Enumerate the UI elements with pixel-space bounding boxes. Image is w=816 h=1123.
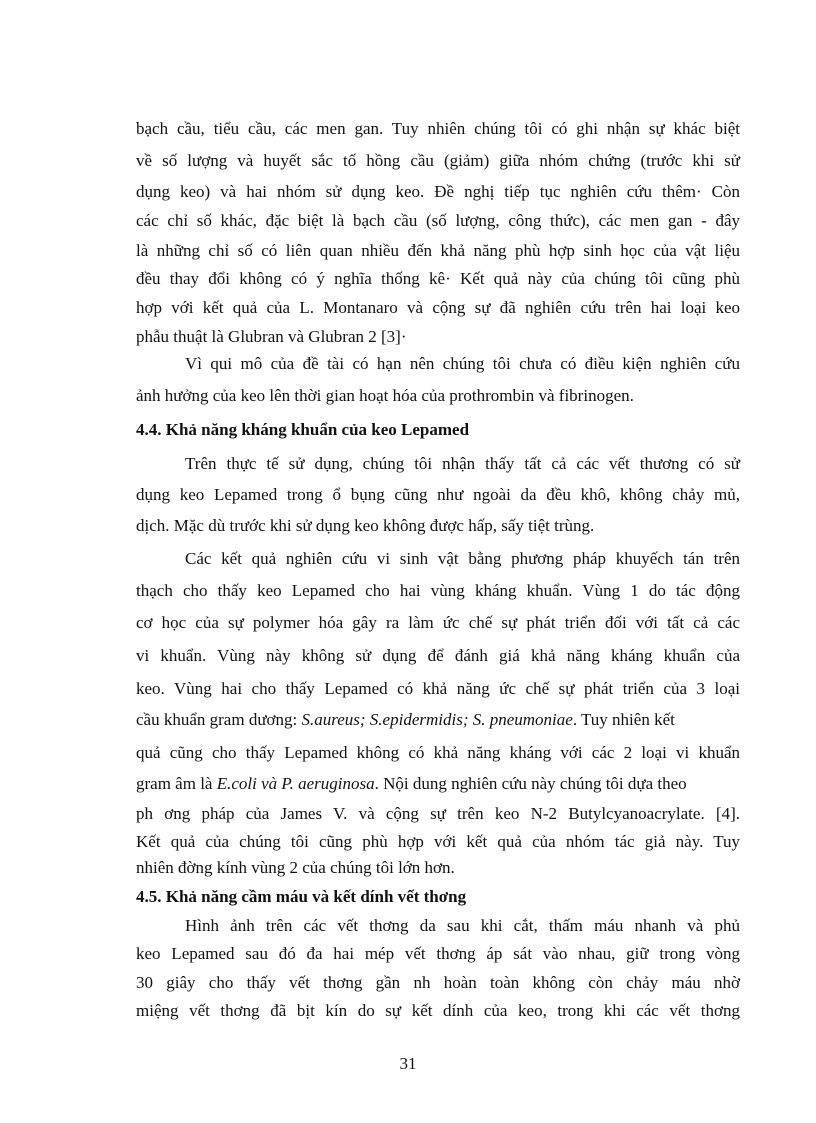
section-heading-4-5: 4.5. Khả năng cầm máu và kết dính vết thơng: [136, 887, 467, 906]
section-heading-4-4: 4.4. Khả năng kháng khuẩn của keo Lepamed: [136, 420, 470, 439]
paragraph-line: về số lượng và huyết sắc tố hồng cầu (giảm) giữa nhóm chứng (trước khi sử: [136, 151, 740, 170]
paragraph-line: vi khuẩn. Vùng này không sử dụng để đánh giá khả năng kháng khuẩn của: [136, 646, 740, 665]
paragraph-line-species: [136, 709, 740, 731]
paragraph-line: ph ơng pháp của James V. và cộng sự trên keo N-2 Butylcyanoacrylate. [4].: [136, 804, 740, 823]
paragraph-line: thạch cho thấy keo Lepamed cho hai vùng kháng khuẩn. Vùng 1 do tác động: [136, 581, 740, 600]
text-run: cầu khuẩn gram dương:: [136, 710, 302, 729]
paragraph-line: cơ học của sự polymer hóa gây ra làm ức chế sự phát triển đối với tất cả các: [136, 613, 740, 632]
paragraph-line: Trên thực tế sử dụng, chúng tôi nhận thấy tất cả các vết thương có sử: [185, 454, 740, 473]
paragraph-line-species: [136, 773, 740, 795]
paragraph-line: là những chỉ số có liên quan nhiều đến khả năng phù hợp sinh học của vật liệu: [136, 241, 740, 260]
paragraph-line: đều thay đổi không có ý nghĩa thống kê· Kết quả này của chúng tôi cũng phù: [136, 269, 740, 288]
text-run: . Nội dung nghiên cứu này chúng tôi dựa theo: [374, 774, 687, 793]
paragraph-line: quả cũng cho thấy Lepamed không có khả năng kháng với các 2 loại vi khuẩn: [136, 743, 740, 762]
paragraph-line: dịch. Mặc dù trước khi sử dụng keo không được hấp, sấy tiệt trùng.: [136, 516, 595, 535]
paragraph-line: các chỉ số khác, đặc biệt là bạch cầu (số lượng, công thức), các men gan - đây: [136, 211, 740, 230]
paragraph-line: hợp với kết quả của L. Montanaro và cộng sự đã nghiên cứu trên hai loại keo: [136, 298, 740, 317]
species-names: E.coli và P. aeruginosa: [216, 774, 375, 793]
paragraph-line: 30 giây cho thấy vết thơng gần nh hoàn toàn không còn chảy máu nhờ: [136, 973, 740, 992]
paragraph-line: Các kết quả nghiên cứu vi sinh vật bằng phương pháp khuyếch tán trên: [185, 549, 740, 568]
paragraph-line: Kết quả của chúng tôi cũng phù hợp với kết quả của nhóm tác giả này. Tuy: [136, 832, 740, 851]
paragraph-line: dụng keo) và hai nhóm sử dụng keo. Đề nghị tiếp tục nghiên cứu thêm· Còn: [136, 182, 740, 201]
paragraph-line: miệng vết thơng đã bịt kín do sự kết dính của keo, trong khi các vết thơng: [136, 1001, 740, 1020]
paragraph-line: ảnh hưởng của keo lên thời gian hoạt hóa của prothrombin và fibrinogen.: [136, 386, 634, 405]
paragraph-line: Hình ảnh trên các vết thơng da sau khi cắt, thấm máu nhanh và phủ: [185, 916, 740, 935]
paragraph-line: keo Lepamed sau đó đa hai mép vết thơng áp sát vào nhau, giữ trong vòng: [136, 944, 740, 963]
paragraph-line: dụng keo Lepamed trong ổ bụng cũng như ngoài da đều khô, không chảy mủ,: [136, 485, 740, 504]
paragraph-line: bạch cầu, tiểu cầu, các men gan. Tuy nhiên chúng tôi có ghi nhận sự khác biệt: [136, 119, 740, 138]
text-run: gram âm là: [136, 774, 217, 793]
page-number: 31: [399, 1054, 417, 1073]
paragraph-line: nhiên đờng kính vùng 2 của chúng tôi lớn hơn.: [136, 858, 455, 877]
paragraph-line: keo. Vùng hai cho thấy Lepamed có khả năng ức chế sự phát triển của 3 loại: [136, 679, 740, 698]
paragraph-line: Vì qui mô của đề tài có hạn nên chúng tôi chưa có điều kiện nghiên cứu: [185, 354, 740, 373]
paragraph-line: phẫu thuật là Glubran và Glubran 2 [3]·: [136, 327, 407, 346]
text-run: . Tuy nhiên kết: [572, 710, 675, 729]
species-names: S.aureus; S.epidermidis; S. pneumoniae: [301, 710, 573, 729]
